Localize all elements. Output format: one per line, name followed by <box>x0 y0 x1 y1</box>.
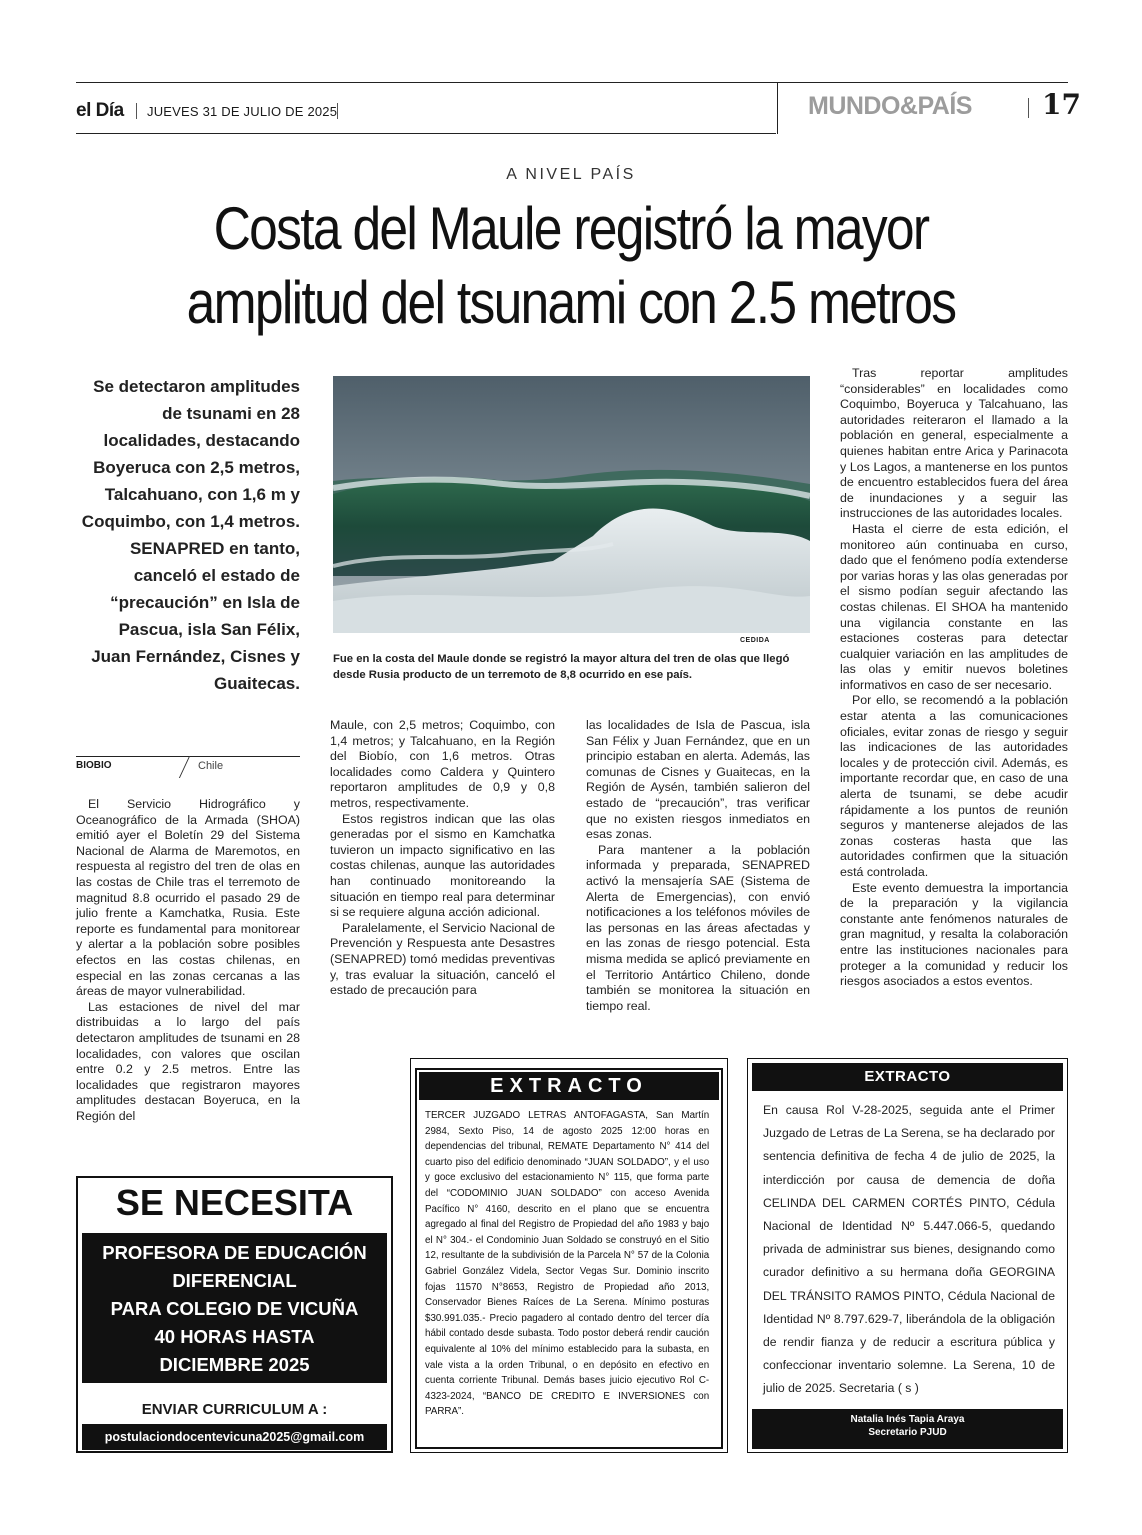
paragraph: Por ello, se recomendó a la población estar atenta a las comunicaciones oficiales, evitar zonas de riesgo y seguir las indicaciones de las autoridades locales y de protección civil. Además, es importante recordar que, en caso de una alerta de tsunami, se debe acudir rápidamente a los puntos de reunión seguros y mantenerse alejados de las zonas costeras hasta que las autoridades confirmen que la situación está controlada. <box>840 693 1068 879</box>
source-name: BIOBIO <box>76 760 112 771</box>
job-ad-body <box>82 1239 387 1379</box>
paragraph: Hasta el cierre de esta edición, el monitoreo aún continuaba en curso, dado que el fenómeno podía extenderse por varias horas y las olas generadas por el sismo podían seguir afectando las costas chilenas. El SHOA ha mantenido una vigilancia constante en las estaciones costeras para detectar cualquier variación en las amplitudes de las olas y emitir nuevos boletines informativos en caso de ser necesario. <box>840 521 1068 692</box>
job-ad-title: SE NECESITA <box>115 1182 354 1223</box>
header-vertical-rule <box>777 82 778 134</box>
wave-illustration <box>333 376 810 633</box>
job-ad-send-label: ENVIAR CURRICULUM A : <box>141 1401 328 1418</box>
paragraph: las localidades de Isla de Pascua, isla San Félix y Juan Fernández, que en un principio estaban en alerta. Además, las comunas de Cisnes y Guaitecas, en la Región de Aysén, también salieron del estado de “precaución”, tras verificar que no existen riesgos inmediatos en esas zonas. <box>586 718 810 842</box>
page-number: 17 <box>1042 88 1081 121</box>
legal-notice-remate <box>410 1058 728 1453</box>
issue-date: JUEVES 31 DE JULIO DE 2025 <box>147 104 338 119</box>
header-divider <box>337 103 338 119</box>
article-deck: Se detectaron amplitudes de tsunami en 28 localidades, destacando Boyeruca con 2,5 metros, Talcahuano, con 1,6 m y Coquimbo, con 1,4 metros. SENAPRED en tanto, canceló el estado de “precaución” en Isla de Pascua, isla San Félix, Juan Fernández, Cisnes y Guaitecas. <box>81 377 300 693</box>
job-ad-line: PROFESORA DE EDUCACIÓN <box>102 1242 367 1263</box>
article-headline <box>132 192 1011 340</box>
article-column-2 <box>330 718 555 999</box>
paragraph: Tras reportar amplitudes “considerables” en localidades como Coquimbo, Boyeruca y Talcahuano, las autoridades reiteraron el llamado a la población en general, especialmente a quienes habitan entre Arica y Parinacota y Los Lagos, a mantenerse en los puntos de encuentro establecidos fuera del área de inundaciones y a seguir las instrucciones de las autoridades locales. <box>840 366 1068 521</box>
article-kicker: A NIVEL PAÍS <box>506 166 636 183</box>
signature-name: Natalia Inés Tapia Araya <box>850 1414 965 1425</box>
legal-notice-title: EXTRACTO <box>419 1072 719 1100</box>
job-ad-line: DICIEMBRE 2025 <box>159 1354 310 1375</box>
paragraph: Para mantener a la población informada y preparada, SENAPRED activó la mensajería SAE (Sistema de Alerta de Emergencias), con envió notificaciones a los teléfonos móviles de las personas en las áreas afectadas y en las zonas de riesgo potencial. Esta misma medida se aplicó previamente en el Territorio Antártico Chileno, donde también se monitorea la situación en tiempo real. <box>586 842 810 1013</box>
job-ad-line: 40 HORAS HASTA <box>154 1326 315 1347</box>
headline-line-2: amplitud del tsunami con 2.5 metros <box>186 269 956 336</box>
paragraph: Estos registros indican que las olas generadas por el sismo en Kamchatka tuvieron un impacto significativo en las costas chilenas, aunque las autoridades han continuado monitoreando la situación en tiempo real para determinar si se requiere alguna acción adicional. <box>330 811 555 920</box>
article-column-4 <box>840 366 1068 990</box>
section-name: MUNDO&PAÍS <box>808 92 972 120</box>
article-column-1 <box>76 797 300 1124</box>
photo-caption: Fue en la costa del Maule donde se registró la mayor altura del tren de olas que llegó desde Rusia producto de un terremoto de 8,8 ocurrido en ese país. <box>333 653 790 681</box>
paragraph: Las estaciones de nivel del mar distribuidas a lo largo del país detectaron amplitudes de tsunami en 28 localidades, con valores que oscilan entre 0.2 y 2.5 metros. Entre las localidades que registraron mayores amplitudes destacan Boyeruca, en la Región del <box>76 999 300 1123</box>
paragraph: Este evento demuestra la importancia de la preparación y la vigilancia constante ante fenómenos naturales de gran magnitud, y resalta la colaboración entre las instituciones nacionales para proteger a la comunidad y reducir los riesgos asociados a estos eventos. <box>840 880 1068 989</box>
legal-notice-interdiccion <box>747 1058 1068 1453</box>
legal-notice-frame <box>415 1068 723 1449</box>
legal-notice-signature <box>748 1413 1067 1439</box>
signature-role: Secretario PJUD <box>868 1427 947 1438</box>
header-top-rule <box>76 82 1068 83</box>
source-location: Chile <box>198 760 224 772</box>
paragraph: El Servicio Hidrográfico y Oceanográfico de la Armada (SHOA) emitió ayer el Boletín 29 del Sistema Nacional de Alarma de Maremotos, en respuesta al registro del tren de olas en las costas de Chile tras el terremoto de magnitud 8.8 ocurrido el pasado 29 de julio frente a Kamchatka, Rusia. Este reporte es fundamental para monitorear y alertar a la población sobre posibles efectos en las costas chilenas, en especial en las zonas cercanas a las áreas de mayor vulnerabilidad. <box>76 797 300 999</box>
photo-credit: CEDIDA <box>740 637 770 644</box>
job-ad-panel <box>82 1233 387 1383</box>
header-bottom-rule <box>76 133 776 134</box>
job-ad-line: PARA COLEGIO DE VICUÑA <box>110 1298 359 1319</box>
paragraph: Paralelamente, el Servicio Nacional de Prevención y Respuesta ante Desastres (SENAPRED) tomó medidas preventivas y, tras evaluar la situación, canceló el estado de precaución para <box>330 920 555 998</box>
newspaper-logo: el Día <box>76 100 124 121</box>
paragraph: Maule, con 2,5 metros; Coquimbo, con 1,4 metros; y Talcahuano, en la Región del Biobío, con 1,6 metros. Otras localidades como Caldera y Quintero reportaron amplitudes de 0,9 y 0,8 metros, respectivamente. <box>330 718 555 810</box>
article-column-3 <box>586 718 810 1014</box>
article-photo-waves <box>333 376 810 633</box>
header-divider <box>136 103 137 119</box>
job-ad <box>76 1176 393 1453</box>
job-ad-line: DIFERENCIAL <box>172 1270 297 1291</box>
legal-notice-title: EXTRACTO <box>752 1063 1063 1091</box>
legal-notice-body: TERCER JUZGADO LETRAS ANTOFAGASTA, San Martín 2984, Sexto Piso, 14 de agosto 2025 12:00 horas en dependencias del tribunal, REMATE Departamento N° 414 del cuarto piso del edificio denominado “JUAN SOLDADO”, y el uso y goce exclusivo del estacionamiento N° 115, que forma parte del “CODOMINIO JUAN SOLDADO” con acceso Avenida Pacífico N° 4160, descrito en el plano que se encuentra agregado al final del Registro de Propiedad del año 1983 y bajo el N° 304.- el Condominio Juan Soldado se construyó en el Sitio 12, resultante de la subdivisión de la Parcela N° 57 de la Colonia Gabriel González Videla, Sector Vegas Sur. Dominio inscrito fojas 11570 N°8653, Registro de Propiedad año 2013, Conservador Bienes Raíces de La Serena. Mínimo posturas $30.991.035.- Precio pagadero al contado dentro del tercer día hábil contado desde subasta. Todo postor deberá rendir caución equivalente al 10% del mínimo establecido para la subasta, en vale vista a la orden Tribunal, o en depósito en efectivo en cuenta corriente Tribunal. Demás bases juicio ejecutivo Rol C-4323-2024, “BANCO DE CREDITO E INVERSIONES con PARRA”. <box>425 1110 710 1418</box>
legal-notice-body: En causa Rol V-28-2025, seguida ante el Primer Juzgado de Letras de La Serena, se ha declarado por sentencia definitiva de fecha 4 de julio de 2025, la interdicción por causa de demencia de doña CELINDA DEL CARMEN CORTÉS PINTO, Cédula Nacional de Identidad Nº 5.447.066-5, quedando privada de administrar sus bienes, designando como curador definitivo a su hermana doña GEORGINA DEL TRÁNSITO RAMOS PINTO, Cédula Nacional de Identidad Nº 8.797.629-7, liberándola de la obligación de rendir fianza y de reducir a escritura pública y confeccionar inventario solemne. La Serena, 10 de julio de 2025. Secretaria ( s ) <box>763 1103 1055 1396</box>
headline-line-1: Costa del Maule registró la mayor <box>213 195 929 262</box>
job-ad-email[interactable]: postulaciondocentevicuna2025@gmail.com <box>82 1424 387 1450</box>
header-divider <box>1028 98 1029 118</box>
source-divider <box>179 756 190 778</box>
